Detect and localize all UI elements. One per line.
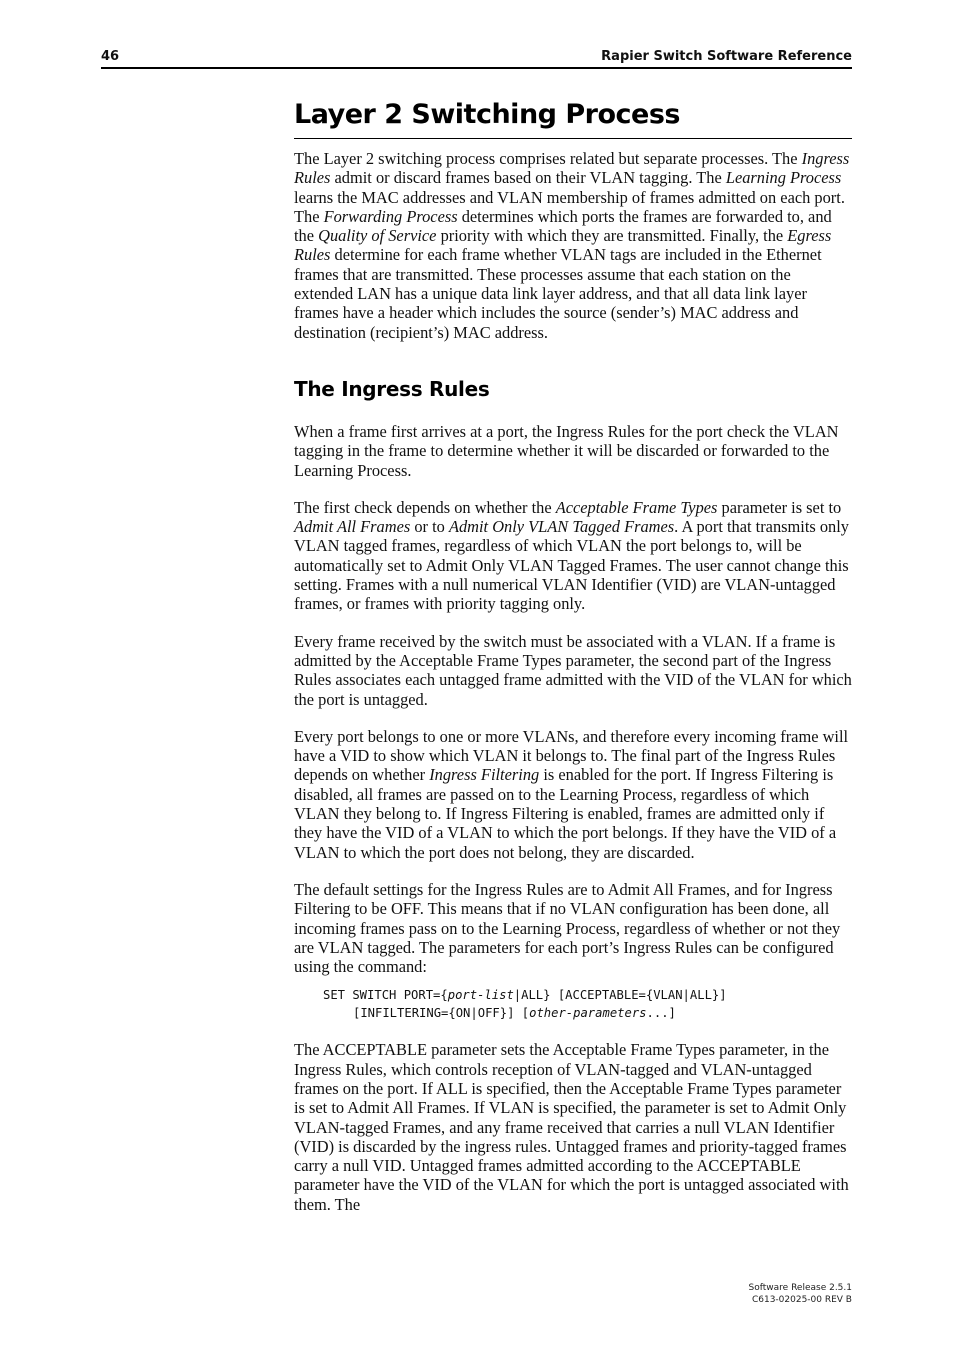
software-release: Software Release 2.5.1	[748, 1283, 852, 1293]
command-syntax	[323, 986, 852, 1022]
document-code: C613-02025-00 REV B	[751, 1295, 852, 1305]
body-paragraph: The default settings for the Ingress Rules are to Admit All Frames, and for Ingress Filtering to be OFF. This means that if no VLAN configuration has been done, all incoming frames pass on to the Learning Process, regardless of whether or not they are VLAN tagged. The parameters for each port’s Ingress Rules can be configured using the command:	[294, 879, 841, 977]
emphasis-term: Admit Only VLAN Tagged Frames	[448, 517, 675, 537]
page-header	[101, 47, 852, 69]
document-title: Rapier Switch Software Reference	[601, 49, 852, 64]
command-line-1: SET SWITCH PORT={port-list|ALL} [ACCEPTABLE={VLAN|ALL}]	[323, 988, 727, 1003]
subsection-title: The Ingress Rules	[294, 376, 490, 401]
emphasis-term: Learning Process	[725, 168, 842, 188]
emphasis-term: Acceptable Frame Types	[555, 497, 718, 517]
emphasis-term: Quality of Service	[318, 226, 437, 246]
emphasis-term: Ingress Filtering	[429, 765, 540, 785]
body-paragraph: The ACCEPTABLE parameter sets the Acceptable Frame Types parameter, in the Ingress Rules, which controls reception of VLAN-tagged and VLAN-untagged frames on the port. If ALL is specified, then the Acceptable Frame Types parameter is set to Admit All Frames. If VLAN is specified, the parameter is set to Admit Only VLAN-tagged Frames, and any frame received that carries a null VLAN Identifier (VID) is discarded by the ingress rules. Untagged frames and priority-tagged frames carry a null VID. Untagged frames admitted according to the ACCEPTABLE parameter have the VID of the VLAN for which the port is untagged associated with them. The	[294, 1040, 849, 1214]
page-footer	[749, 1282, 852, 1306]
body-paragraph: The first check depends on whether the Acceptable Frame Types parameter is set to Admit All Frames or to Admit Only VLAN Tagged Frames. A port that transmits only VLAN tagged frames, regardless of which VLAN the port belongs to, will be automatically set to Admit Only VLAN Tagged Frames. The user cannot change this setting. Frames with a null numerical VLAN Identifier (VID) are VLAN-untagged frames, or frames with priority tagging only.	[294, 497, 850, 614]
emphasis-term: Admit All Frames	[294, 517, 411, 537]
section-title: Layer 2 Switching Process	[294, 96, 852, 139]
body-paragraph: Every port belongs to one or more VLANs, and therefore every incoming frame will have a VID to show which VLAN it belongs to. The final part of the Ingress Rules depends on whether Ingress Filtering is enabled for the port. If Ingress Filtering is disabled, all frames are passed on to the Learning Process, regardless of which VLAN they belong to. If Ingress Filtering is enabled, frames are admitted only if they have the VID of a VLAN to which the port belongs. If they have the VID of a VLAN to which the port does not belong, they are discarded.	[294, 726, 849, 862]
emphasis-term: Egress Rules	[294, 226, 832, 265]
emphasis-term: Ingress Rules	[294, 149, 850, 188]
body-paragraph: When a frame first arrives at a port, the Ingress Rules for the port check the VLAN tagging in the frame to determine whether it will be discarded or forwarded to the Learning Process.	[294, 421, 839, 480]
emphasis-term: Forwarding Process	[323, 206, 458, 226]
emphasis-term: port-list	[447, 988, 514, 1003]
intro-paragraph: The Layer 2 switching process comprises related but separate processes. The Ingress Rules admit or discard frames based on their VLAN tagging. The Learning Process learns the MAC addresses and VLAN membership of frames admitted on each port. The Forwarding Process determines which ports the frames are forwarded to, and the Quality of Service priority with which they are transmitted. Finally, the Egress Rules determine for each frame whether VLAN tags are included in the Ethernet frames that are transmitted. These processes assume that each station on the extended LAN has a unique data link layer address, and that all data link layer frames have a header which includes the source (sender’s) MAC address and destination (recipient’s) MAC address.	[294, 149, 850, 342]
page-number: 46	[101, 49, 120, 64]
command-line-2: [INFILTERING={ON|OFF}] [other-parameters...]	[353, 1006, 676, 1021]
page-content	[294, 96, 852, 1214]
body-paragraph: Every frame received by the switch must be associated with a VLAN. If a frame is admitted by the Acceptable Frame Types parameter, the second part of the Ingress Rules associates each untagged frame admitted with the VID of the VLAN for which the port is untagged.	[294, 631, 852, 709]
emphasis-term: other-parameters	[529, 1006, 647, 1021]
